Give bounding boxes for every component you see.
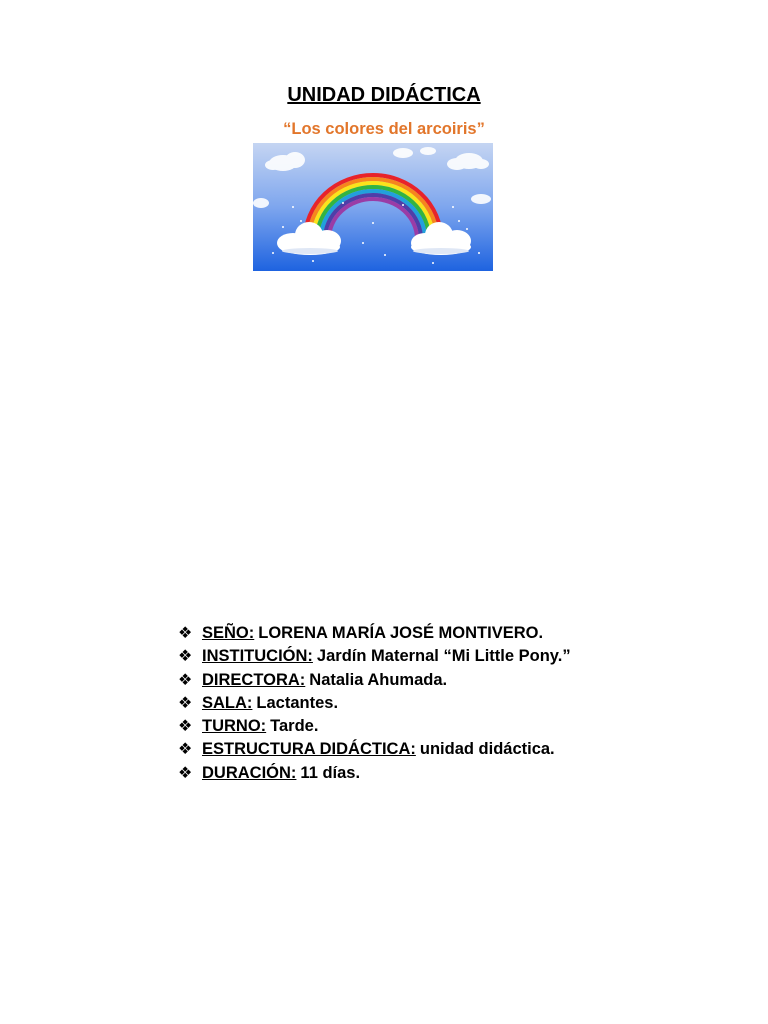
info-value: Jardín Maternal “Mi Little Pony.”: [316, 647, 571, 666]
info-list: [178, 622, 571, 785]
info-value: Natalia Ahumada.: [309, 670, 448, 689]
diamond-bullet-icon: ❖: [178, 648, 193, 666]
info-label: SALA:: [202, 693, 253, 712]
info-value: Tarde.: [270, 717, 319, 736]
document-title: [0, 84, 768, 107]
document-subtitle: “Los colores del arcoiris”: [283, 120, 485, 138]
info-label: INSTITUCIÓN:: [202, 647, 313, 666]
document-title-text: UNIDAD DIDÁCTICA: [287, 84, 481, 106]
info-value: 11 días.: [300, 763, 361, 782]
info-item-estructura: [178, 738, 571, 761]
diamond-bullet-icon: ❖: [178, 741, 193, 759]
info-item-directora: [178, 669, 571, 692]
info-label: TURNO:: [202, 717, 267, 736]
info-value: unidad didáctica.: [419, 740, 555, 759]
info-label: ESTRUCTURA DIDÁCTICA:: [202, 740, 416, 759]
diamond-bullet-icon: ❖: [178, 625, 193, 642]
rainbow-image: [253, 143, 493, 271]
info-label: SEÑO:: [202, 624, 255, 642]
info-item-duracion: [178, 762, 571, 785]
info-value: Lactantes.: [256, 693, 339, 712]
info-item-turno: [178, 715, 571, 738]
info-item-sala: [178, 692, 571, 715]
diamond-bullet-icon: ❖: [178, 694, 193, 712]
rainbow-clouds-illustration: [253, 143, 493, 271]
info-item-seno: [178, 622, 571, 645]
diamond-bullet-icon: ❖: [178, 671, 193, 689]
diamond-bullet-icon: ❖: [178, 764, 193, 782]
info-value: LORENA MARÍA JOSÉ MONTIVERO.: [258, 624, 544, 642]
info-label: DIRECTORA:: [202, 670, 306, 689]
info-label: DURACIÓN:: [202, 763, 297, 782]
diamond-bullet-icon: ❖: [178, 718, 193, 736]
info-item-institucion: [178, 645, 571, 668]
